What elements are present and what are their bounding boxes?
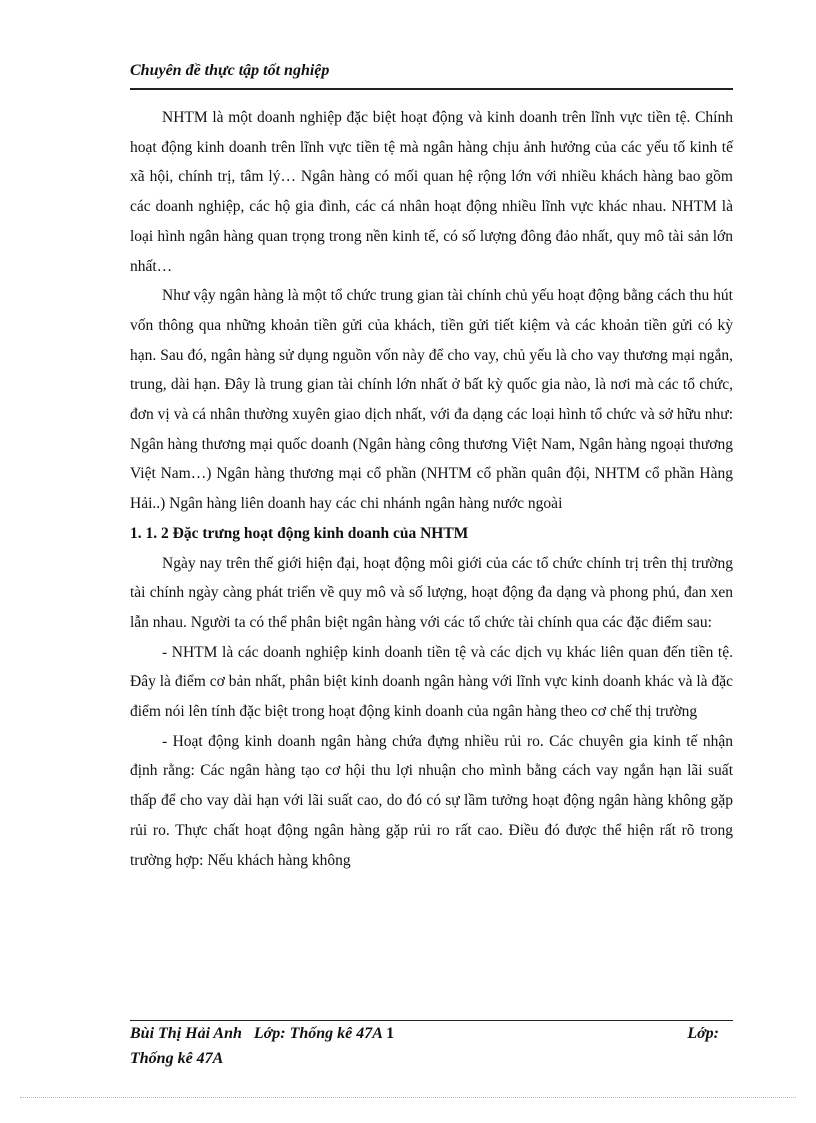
paragraph: Như vậy ngân hàng là một tổ chức trung gian tài chính chủ yếu hoạt động bằng cách thu hút vốn thông qua những khoản tiền gửi của khách, tiền gửi tiết kiệm và các khoản tiền gửi có kỳ hạn. Sau đó, ngân hàng sử dụng nguồn vốn này để cho vay, chủ yếu là cho vay thương mại ngắn, trung, dài hạn. Đây là trung gian tài chính lớn nhất ở bất kỳ quốc gia nào, là nơi mà các tổ chức, đơn vị và cá nhân thường xuyên giao dịch nhất, với đa dạng các loại hình tổ chức và sở hữu như: Ngân hàng thương mại quốc doanh (Ngân hàng công thương Việt Nam, Ngân hàng ngoại thương Việt Nam…) Ngân hàng thương mại cổ phần (NHTM cổ phần quân đội, NHTM cổ phần Hàng Hải..) Ngân hàng liên doanh hay các chi nhánh ngân hàng nước ngoài [130,287,733,513]
paragraph: NHTM là một doanh nghiệp đặc biệt hoạt động và kinh doanh trên lĩnh vực tiền tệ. Chính hoạt động kinh doanh trên lĩnh vực tiền tệ mà ngân hàng chịu ảnh hưởng của các yếu tố kinh tế xã hội, chính trị, tâm lý… Ngân hàng có mối quan hệ rộng lớn với nhiều khách hàng bao gồm các doanh nghiệp, các hộ gia đình, các cá nhân hoạt động nhiều lĩnh vực khác nhau. NHTM là loại hình ngân hàng quan trọng trong nền kinh tế, có số lượng đông đảo nhất, quy mô tài sản lớn nhất… [130,109,733,275]
footer-class: Lớp: Thống kê 47A [253,1025,383,1042]
page-header [130,60,733,90]
paragraph: Ngày nay trên thế giới hiện đại, hoạt động môi giới của các tổ chức chính trị trên thị trường tài chính ngày càng phát triển về quy mô và số lượng, hoạt động đa dạng và phong phú, đan xen lẫn nhau. Người ta có thể phân biệt ngân hàng với các tổ chức tài chính qua các đặc điểm sau: [130,554,733,631]
body-content [130,103,733,875]
footer-continuation: Thống kê 47A [130,1050,224,1067]
paragraph: - NHTM là các doanh nghiệp kinh doanh tiền tệ và các dịch vụ khác liên quan đến tiền tệ. Đây là điểm cơ bản nhất, phân biệt kinh doanh ngân hàng với lĩnh vực kinh doanh khác và là đặc điểm nói lên tính đặc biệt trong hoạt động kinh doanh của ngân hàng theo cơ chế thị trường [130,643,733,721]
page-divider [20,1097,796,1098]
footer-right-label: Lớp: [687,1025,719,1042]
document-title: Chuyên đề thực tập tốt nghiệp [130,62,330,79]
footer-author: Bùi Thị Hải Anh [130,1025,242,1042]
page-number: 1 [386,1025,395,1042]
section-heading: 1. 1. 2 Đặc trưng hoạt động kinh doanh của NHTM [130,524,469,542]
page-footer [130,1020,733,1071]
paragraph: - Hoạt động kinh doanh ngân hàng chứa đựng nhiều rủi ro. Các chuyên gia kinh tế nhận định rằng: Các ngân hàng tạo cơ hội thu lợi nhuận cho mình bằng cách vay ngắn hạn lãi suất thấp để cho vay dài hạn với lãi suất cao, do đó có sự lầm tưởng hoạt động ngân hàng không gặp rủi ro. Thực chất hoạt động ngân hàng gặp rủi ro rất cao. Điều đó được thể hiện rất rõ trong trường hợp: Nếu khách hàng không [130,732,733,869]
